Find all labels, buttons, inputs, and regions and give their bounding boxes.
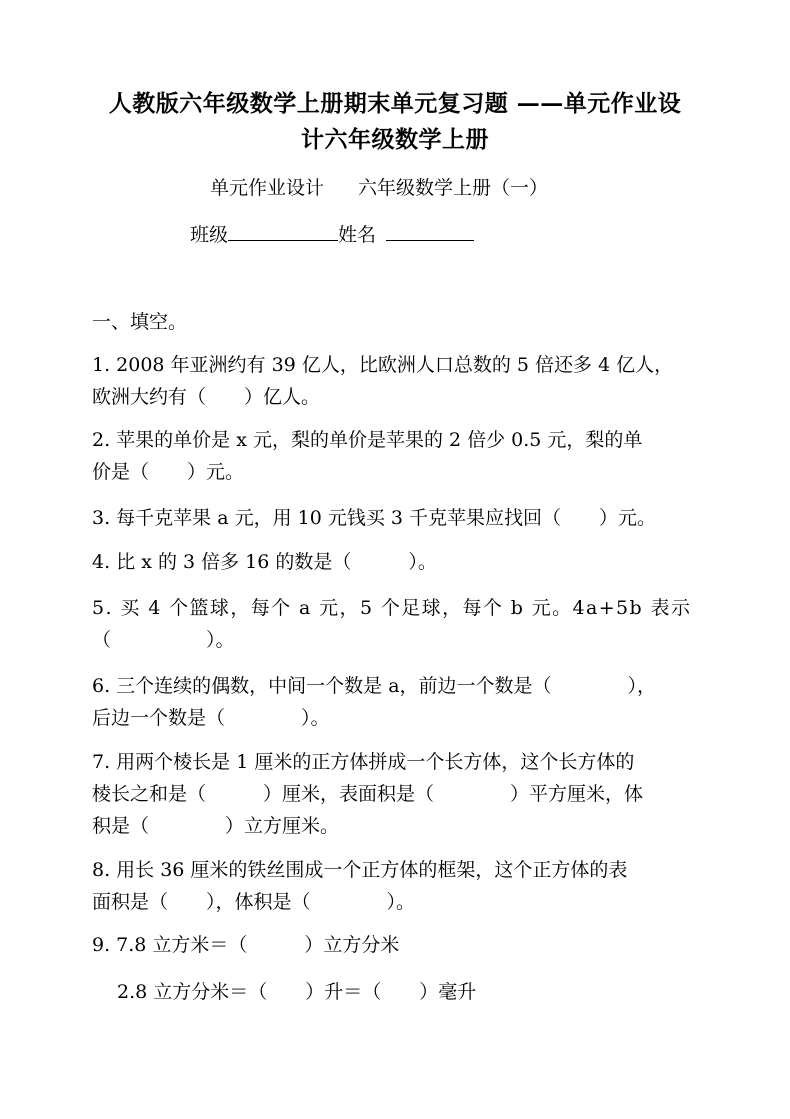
subtitle-grade-book: 六年级数学上册（一）: [358, 177, 549, 199]
question-5-line-2: （ ）。: [92, 629, 235, 651]
question-5: [92, 592, 704, 656]
question-9: [92, 929, 704, 961]
class-blank[interactable]: [228, 220, 338, 241]
subtitle: [210, 174, 548, 202]
question-2: [92, 424, 704, 488]
question-9-line-1: 9. 7.8 立方米＝（ ）立方分米: [92, 934, 400, 956]
question-9-part-2: [117, 976, 729, 1008]
question-7-line-2: 棱长之和是（ ）厘米，表面积是（ ）平方厘米，体: [92, 783, 644, 805]
question-8: [92, 854, 704, 918]
name-label: 姓名: [338, 224, 377, 246]
question-2-line-1: 2. 苹果的单价是 x 元，梨的单价是苹果的 2 倍少 0.5 元，梨的单: [92, 429, 643, 451]
question-4-line-1: 4. 比 x 的 3 倍多 16 的数是（ ）。: [92, 551, 437, 573]
section-heading-fill-in: 一、填空。: [92, 311, 188, 333]
title-line-1: 人教版六年级数学上册期末单元复习题 ——单元作业设: [108, 90, 682, 117]
question-1: [92, 349, 704, 413]
student-info-line: [190, 220, 474, 249]
question-7-line-3: 积是（ ）立方厘米。: [92, 815, 340, 837]
title-line-2: 计六年级数学上册: [301, 126, 489, 153]
question-3: [92, 502, 704, 534]
question-7: [92, 746, 704, 842]
question-6-line-2: 后边一个数是（ ）。: [92, 707, 330, 729]
class-label: 班级: [190, 224, 229, 246]
question-7-line-1: 7. 用两个棱长是 1 厘米的正方体拼成一个长方体，这个长方体的: [92, 751, 635, 773]
question-6: [92, 670, 704, 734]
question-9-line-2: 2.8 立方分米＝（ ）升＝（ ）毫升: [117, 981, 477, 1003]
question-8-line-2: 面积是（ ），体积是（ ）。: [92, 891, 416, 913]
question-8-line-1: 8. 用长 36 厘米的铁丝围成一个正方体的框架，这个正方体的表: [92, 859, 628, 881]
question-6-line-1: 6. 三个连续的偶数，中间一个数是 a，前边一个数是（ ），: [92, 675, 657, 697]
question-4: [92, 546, 704, 578]
subtitle-unit-design: 单元作业设计: [210, 177, 325, 199]
name-blank[interactable]: [386, 220, 474, 241]
question-5-line-1: 5. 买 4 个篮球，每个 a 元，5 个足球，每个 b 元。4a+5b 表示: [92, 597, 692, 619]
question-1-line-1: 1. 2008 年亚洲约有 39 亿人，比欧洲人口总数的 5 倍还多 4 亿人，: [92, 354, 674, 376]
question-1-line-2: 欧洲大约有（ ）亿人。: [92, 386, 321, 408]
question-3-line-1: 3. 每千克苹果 a 元，用 10 元钱买 3 千克苹果应找回（ ）元。: [92, 507, 656, 529]
question-2-line-2: 价是（ ）元。: [92, 461, 245, 483]
